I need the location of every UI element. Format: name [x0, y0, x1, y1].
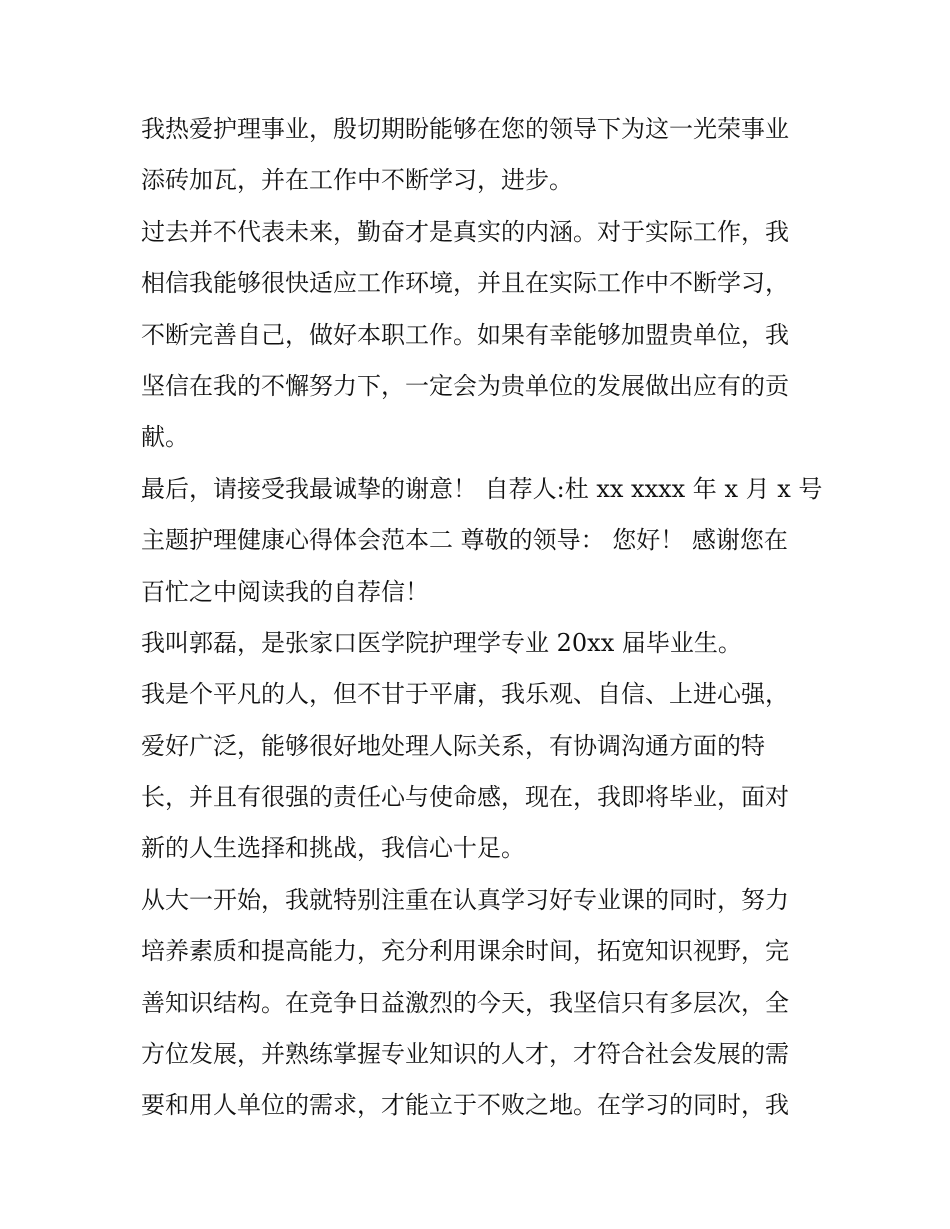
- text-line: 过去并不代表未来，勤奋才是真实的内涵。对于实际工作，我: [141, 217, 789, 246]
- text-line: 培养素质和提高能力，充分利用课余时间，拓宽知识视野，完: [141, 937, 789, 966]
- text-line: 献。: [141, 423, 189, 452]
- text-line: 新的人生选择和挑战，我信心十足。: [141, 834, 525, 863]
- text-line: 我是个平凡的人，但不甘于平庸，我乐观、自信、上进心强，: [141, 680, 789, 709]
- text-line: 善知识结构。在竞争日益激烈的今天，我坚信只有多层次，全: [141, 988, 789, 1017]
- text-line: 最后，请接受我最诚挚的谢意！ 自荐人:杜 xx xxxx 年 x 月 x 号: [141, 474, 823, 503]
- text-line: 坚信在我的不懈努力下，一定会为贵单位的发展做出应有的贡: [141, 371, 789, 400]
- text-line: 我叫郭磊，是张家口医学院护理学专业 20xx 届毕业生。: [141, 628, 742, 657]
- text-line: 主题护理健康心得体会范本二 尊敬的领导： 您好！ 感谢您在: [141, 526, 788, 555]
- text-line: 相信我能够很快适应工作环境，并且在实际工作中不断学习，: [141, 269, 789, 298]
- text-line: 要和用人单位的需求，才能立于不败之地。在学习的同时，我: [141, 1091, 789, 1120]
- text-line: 百忙之中阅读我的自荐信！: [141, 577, 429, 606]
- text-line: 不断完善自己，做好本职工作。如果有幸能够加盟贵单位，我: [141, 320, 789, 349]
- document-body: [141, 104, 821, 1132]
- text-line: 长，并且有很强的责任心与使命感，现在，我即将毕业，面对: [141, 783, 789, 812]
- text-line: 添砖加瓦，并在工作中不断学习，进步。: [141, 166, 573, 195]
- text-line: 爱好广泛，能够很好地处理人际关系，有协调沟通方面的特: [141, 731, 765, 760]
- text-line: 从大一开始，我就特别注重在认真学习好专业课的同时，努力: [141, 885, 789, 914]
- text-line: 方位发展，并熟练掌握专业知识的人才，才符合社会发展的需: [141, 1040, 789, 1069]
- text-line: 我热爱护理事业，殷切期盼能够在您的领导下为这一光荣事业: [141, 115, 789, 143]
